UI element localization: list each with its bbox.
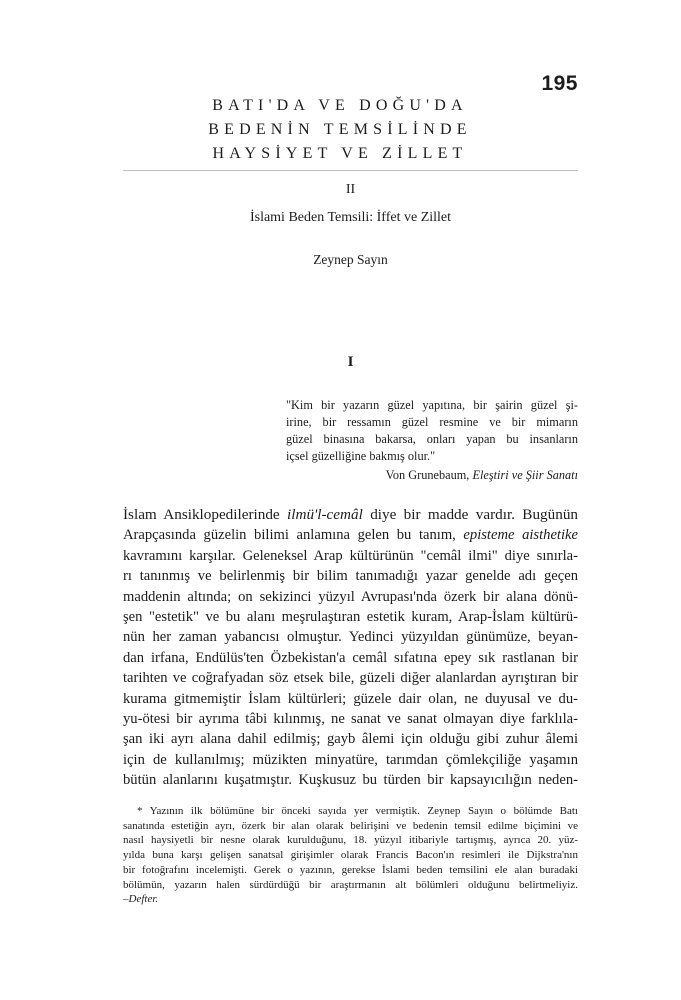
part-number: II — [345, 182, 356, 197]
body-line: için de kullanılmış; müzikten minyatüre, tarımdan çömlekçiliğe yaşamın — [123, 751, 578, 768]
body-line — [123, 505, 578, 525]
body-text-fragment: İslam Ansiklopedilerinde — [123, 506, 280, 523]
epigraph-line: güzel binasına bakarsa, onları yapan bu insanların — [286, 432, 578, 446]
body-line: nün her zaman yabancısı olmuştur. Yedinci yüzyıldan günümüze, beyan- — [123, 629, 578, 646]
body-line: dan irfana, Endülüs'ten Özbekistan'a cemâl sıfatına epey sık rastlanan bir — [123, 649, 578, 666]
running-head-line: BATI'DA VE DOĞU'DA — [212, 97, 468, 114]
footnote-line: bir fotoğrafını incelemişti. Gerek o yazının, gerekse İslami beden temsilini ele alan buradaki — [123, 863, 578, 876]
body-line — [123, 525, 578, 545]
body-line: kurama gitmemiştir İslam kültürleri; güzele dair olan, ne duyusal ve du- — [123, 690, 578, 707]
running-head-line: BEDENİN TEMSİLİNDE — [208, 121, 472, 138]
header-rule — [123, 170, 578, 171]
footnote-text: * Yazının ilk bölümüne bir önceki sayıda yer vermiştik. Zeynep Sayın o bölümde Batı — [137, 805, 578, 817]
epigraph — [286, 397, 578, 484]
epigraph-line: "Kim bir yazarın güzel yapıtına, bir şairin güzel şi- — [286, 398, 578, 412]
footnote — [123, 804, 578, 907]
body-line: kavramını karşılar. Geleneksel Arap kültürünün "cemâl ilmi" diye sınırla- — [123, 547, 578, 564]
section-number: I — [347, 354, 354, 370]
footnote-line — [123, 804, 578, 819]
body-text-fragment: diye bir madde vardır. Bugünün — [370, 506, 579, 523]
term-italic: ilmü'l-cemâl — [287, 506, 363, 523]
attribution-name: Von Grunebaum, — [385, 468, 470, 482]
footnote-line: yılda buna karşı gelişen sanatsal girişimler olarak Francis Bacon'ın resimleri ile Dijkstra'nın — [123, 849, 578, 862]
body-line: bütün alanlarını kuşatmıştır. Kuşkusuz bu türden bir kapsayıcılığın neden- — [123, 772, 578, 789]
footnote-line: nasıl haysiyetli bir nesne olarak kurulduğunu, 18. yüzyıl itibariyle tartışmış, ayrıca 20. yüz- — [123, 834, 578, 847]
footnote-signature: –Defter. — [123, 893, 159, 906]
body-text — [123, 505, 578, 791]
body-line: rı tanınmış ve belirlenmiş bir bilim tanımadığı yazar genelde adı geçen — [123, 568, 578, 585]
epigraph-line: içsel güzelliğine bakmış olur." — [286, 449, 436, 463]
body-line: şen "estetik" ve bu alanı meşrulaştıran estetik kuram, Arap-İslam kültürü- — [123, 609, 578, 626]
term-italic: episteme aisthetike — [463, 527, 578, 544]
body-text-fragment: Arapçasında güzelin bilimi anlamına gelen bu tanım, — [123, 527, 456, 544]
attribution-work: Eleştiri ve Şiir Sanatı — [472, 468, 578, 482]
body-line: maddenin altında; on sekizinci yüzyıl Avrupası'nda özerk bir alana dönü- — [123, 588, 578, 605]
body-line: tarihten ve coğrafyadan söz etsek bile, güzeli diğer alanlardan ayrıştıran bir — [123, 670, 578, 687]
body-line: şan iki ayrı alana dahil edilmiş; gayb âlemi için olduğu gibi zuhur âlemi — [123, 731, 578, 748]
article-subtitle: İslami Beden Temsili: İffet ve Zillet — [249, 210, 452, 225]
running-head — [150, 94, 530, 166]
footnote-line: sanatında estetiğin ayrı, özerk bir alan olarak belirişini ve bedenin temsil edilme biçimini ve — [123, 819, 578, 832]
epigraph-attribution — [286, 467, 578, 484]
author-name: Zeynep Sayın — [313, 252, 388, 267]
footnote-line: bölümün, yazarın halen sürdürdüğü bir araştırmanın alt bölümleri olduğunu belirtmeliyiz. — [123, 878, 578, 891]
running-head-line: HAYSİYET VE ZİLLET — [212, 145, 468, 162]
page-number: 195 — [541, 72, 578, 95]
body-line: yu-ötesi bir ayrıma tâbi kılınmış, ne sanat ve sanat olmayan diye farklıla- — [123, 711, 578, 728]
epigraph-line: irine, bir ressamın güzel resmine ve bir mimarın — [286, 415, 578, 429]
